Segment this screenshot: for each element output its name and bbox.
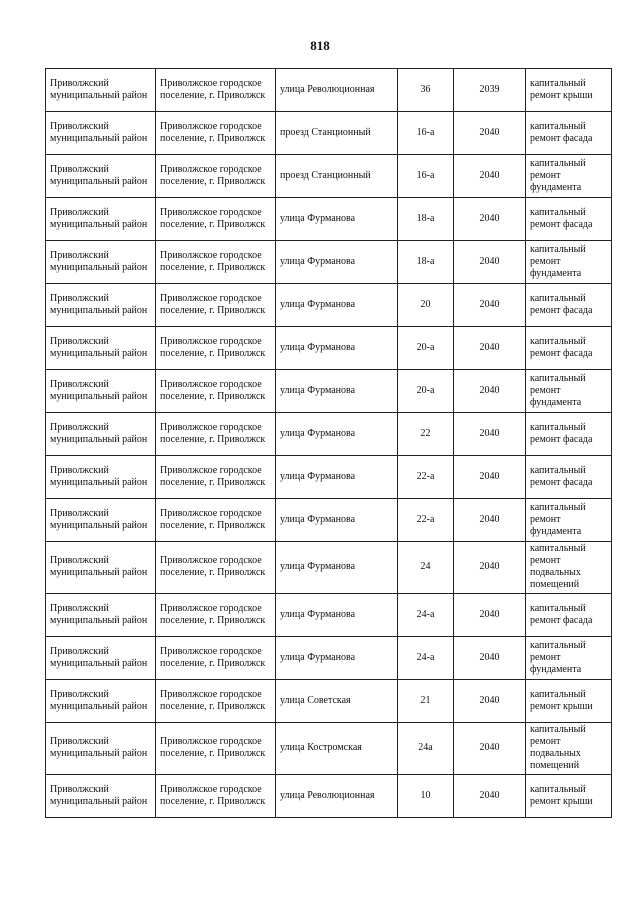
year-cell: 2040 [454, 680, 526, 723]
settlement-cell: Приволжское городское поселение, г. Приволжск [156, 413, 276, 456]
house-number-cell: 22-а [398, 499, 454, 542]
table-row [46, 155, 612, 198]
work-type-cell: капитальный ремонт фасада [526, 456, 612, 499]
settlement-cell: Приволжское городское поселение, г. Приволжск [156, 155, 276, 198]
year-cell: 2040 [454, 456, 526, 499]
house-number-cell: 21 [398, 680, 454, 723]
street-cell: улица Революционная [276, 69, 398, 112]
table-body [46, 69, 612, 818]
table-row [46, 456, 612, 499]
settlement-cell: Приволжское городское поселение, г. Приволжск [156, 637, 276, 680]
settlement-cell: Приволжское городское поселение, г. Приволжск [156, 284, 276, 327]
street-cell: проезд Станционный [276, 112, 398, 155]
district-cell: Приволжский муниципальный район [46, 775, 156, 818]
year-cell: 2040 [454, 413, 526, 456]
work-type-cell: капитальный ремонт крыши [526, 69, 612, 112]
table-row [46, 637, 612, 680]
house-number-cell: 20 [398, 284, 454, 327]
work-type-cell: капитальный ремонт фасада [526, 594, 612, 637]
house-number-cell: 16-а [398, 155, 454, 198]
table-row [46, 112, 612, 155]
district-cell: Приволжский муниципальный район [46, 680, 156, 723]
street-cell: улица Фурманова [276, 198, 398, 241]
street-cell: улица Фурманова [276, 327, 398, 370]
district-cell: Приволжский муниципальный район [46, 637, 156, 680]
house-number-cell: 10 [398, 775, 454, 818]
work-type-cell: капитальный ремонт крыши [526, 680, 612, 723]
table-row [46, 284, 612, 327]
table-row [46, 241, 612, 284]
year-cell: 2040 [454, 327, 526, 370]
table-row [46, 680, 612, 723]
street-cell: улица Фурманова [276, 284, 398, 327]
settlement-cell: Приволжское городское поселение, г. Приволжск [156, 680, 276, 723]
street-cell: проезд Станционный [276, 155, 398, 198]
work-type-cell: капитальный ремонт фасада [526, 327, 612, 370]
work-type-cell: капитальный ремонт фундамента [526, 370, 612, 413]
street-cell: улица Фурманова [276, 594, 398, 637]
settlement-cell: Приволжское городское поселение, г. Приволжск [156, 327, 276, 370]
year-cell: 2040 [454, 499, 526, 542]
year-cell: 2040 [454, 241, 526, 284]
year-cell: 2040 [454, 370, 526, 413]
district-cell: Приволжский муниципальный район [46, 456, 156, 499]
repair-schedule-table [45, 68, 612, 818]
house-number-cell: 22-а [398, 456, 454, 499]
district-cell: Приволжский муниципальный район [46, 155, 156, 198]
table-row [46, 198, 612, 241]
district-cell: Приволжский муниципальный район [46, 413, 156, 456]
table-row [46, 594, 612, 637]
settlement-cell: Приволжское городское поселение, г. Приволжск [156, 723, 276, 775]
work-type-cell: капитальный ремонт фундамента [526, 499, 612, 542]
settlement-cell: Приволжское городское поселение, г. Приволжск [156, 241, 276, 284]
house-number-cell: 24-а [398, 637, 454, 680]
work-type-cell: капитальный ремонт фундамента [526, 155, 612, 198]
district-cell: Приволжский муниципальный район [46, 594, 156, 637]
work-type-cell: капитальный ремонт подвальных помещений [526, 542, 612, 594]
table-row [46, 775, 612, 818]
work-type-cell: капитальный ремонт крыши [526, 775, 612, 818]
year-cell: 2040 [454, 155, 526, 198]
year-cell: 2040 [454, 198, 526, 241]
street-cell: улица Фурманова [276, 413, 398, 456]
district-cell: Приволжский муниципальный район [46, 198, 156, 241]
street-cell: улица Фурманова [276, 456, 398, 499]
work-type-cell: капитальный ремонт фасада [526, 413, 612, 456]
settlement-cell: Приволжское городское поселение, г. Приволжск [156, 542, 276, 594]
district-cell: Приволжский муниципальный район [46, 284, 156, 327]
year-cell: 2040 [454, 723, 526, 775]
table-row [46, 723, 612, 775]
year-cell: 2040 [454, 112, 526, 155]
district-cell: Приволжский муниципальный район [46, 723, 156, 775]
house-number-cell: 20-а [398, 327, 454, 370]
settlement-cell: Приволжское городское поселение, г. Приволжск [156, 198, 276, 241]
settlement-cell: Приволжское городское поселение, г. Приволжск [156, 112, 276, 155]
page-number: 818 [310, 38, 330, 53]
district-cell: Приволжский муниципальный район [46, 241, 156, 284]
house-number-cell: 20-а [398, 370, 454, 413]
settlement-cell: Приволжское городское поселение, г. Приволжск [156, 775, 276, 818]
year-cell: 2040 [454, 594, 526, 637]
year-cell: 2040 [454, 775, 526, 818]
district-cell: Приволжский муниципальный район [46, 499, 156, 542]
district-cell: Приволжский муниципальный район [46, 69, 156, 112]
district-cell: Приволжский муниципальный район [46, 112, 156, 155]
house-number-cell: 24 [398, 542, 454, 594]
house-number-cell: 24-а [398, 594, 454, 637]
house-number-cell: 18-а [398, 241, 454, 284]
street-cell: улица Фурманова [276, 542, 398, 594]
table-row [46, 69, 612, 112]
street-cell: улица Советская [276, 680, 398, 723]
work-type-cell: капитальный ремонт подвальных помещений [526, 723, 612, 775]
house-number-cell: 16-а [398, 112, 454, 155]
table-row [46, 327, 612, 370]
work-type-cell: капитальный ремонт фасада [526, 284, 612, 327]
street-cell: улица Фурманова [276, 370, 398, 413]
settlement-cell: Приволжское городское поселение, г. Приволжск [156, 69, 276, 112]
work-type-cell: капитальный ремонт фасада [526, 112, 612, 155]
street-cell: улица Костромская [276, 723, 398, 775]
house-number-cell: 18-а [398, 198, 454, 241]
house-number-cell: 22 [398, 413, 454, 456]
year-cell: 2039 [454, 69, 526, 112]
house-number-cell: 36 [398, 69, 454, 112]
table-row [46, 499, 612, 542]
year-cell: 2040 [454, 637, 526, 680]
table-row [46, 370, 612, 413]
district-cell: Приволжский муниципальный район [46, 542, 156, 594]
district-cell: Приволжский муниципальный район [46, 370, 156, 413]
table-row [46, 542, 612, 594]
district-cell: Приволжский муниципальный район [46, 327, 156, 370]
street-cell: улица Революционная [276, 775, 398, 818]
year-cell: 2040 [454, 284, 526, 327]
settlement-cell: Приволжское городское поселение, г. Приволжск [156, 594, 276, 637]
settlement-cell: Приволжское городское поселение, г. Приволжск [156, 456, 276, 499]
work-type-cell: капитальный ремонт фундамента [526, 241, 612, 284]
work-type-cell: капитальный ремонт фасада [526, 198, 612, 241]
street-cell: улица Фурманова [276, 499, 398, 542]
street-cell: улица Фурманова [276, 637, 398, 680]
house-number-cell: 24а [398, 723, 454, 775]
table-row [46, 413, 612, 456]
year-cell: 2040 [454, 542, 526, 594]
settlement-cell: Приволжское городское поселение, г. Приволжск [156, 499, 276, 542]
settlement-cell: Приволжское городское поселение, г. Приволжск [156, 370, 276, 413]
work-type-cell: капитальный ремонт фундамента [526, 637, 612, 680]
street-cell: улица Фурманова [276, 241, 398, 284]
